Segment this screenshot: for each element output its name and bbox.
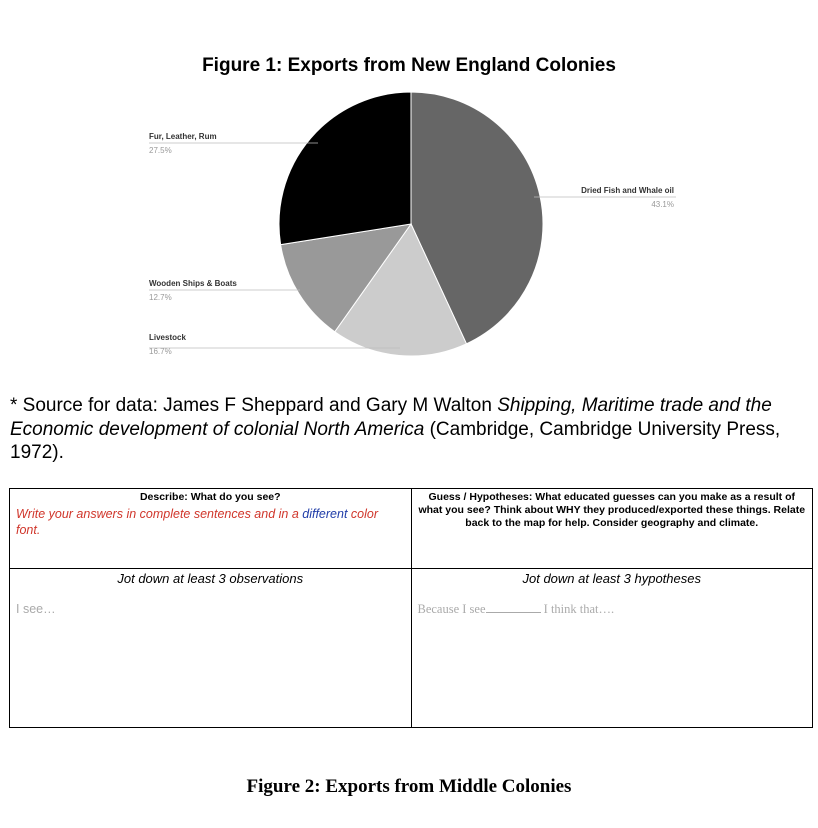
instruction-blue-word: different: [302, 507, 348, 521]
observations-cell[interactable]: [10, 569, 412, 728]
hypotheses-placeholder-end: I think that….: [540, 602, 615, 616]
source-book-title: Shipping, Maritime trade and the Economic development of colonial North America: [10, 395, 772, 440]
source-suffix: (Cambridge, Cambridge University Press, 1972).: [10, 418, 781, 463]
worksheet-table: [9, 488, 813, 728]
blank-line: [486, 602, 541, 613]
figure2-title: Figure 2: Exports from Middle Colonies: [246, 776, 572, 797]
observations-placeholder[interactable]: I see…: [16, 602, 56, 616]
guess-cell: [411, 489, 813, 569]
slice-label-1: Livestock: [149, 333, 186, 342]
slice-label-3: Fur, Leather, Rum: [149, 132, 217, 141]
pie-slice-3: [279, 92, 411, 245]
instruction-part2: color font.: [16, 507, 378, 537]
exports-pie-chart: [0, 0, 818, 380]
hypotheses-placeholder[interactable]: [412, 586, 813, 617]
source-prefix: * Source for data: James F Sheppard and Gary M Walton: [10, 395, 498, 416]
observations-label: Jot down at least 3 observations: [117, 571, 304, 586]
source-citation: [10, 394, 810, 465]
slice-pct-2: 12.7%: [149, 293, 172, 302]
guess-header: Guess / Hypotheses: What educated guesses can you make as a result of what you see? Think about WHY they produced/exported these things. Relate back to the map for help. Consider geography and climate.: [418, 491, 806, 529]
hypotheses-label: Jot down at least 3 hypotheses: [522, 571, 701, 586]
describe-cell: [10, 489, 412, 569]
figure1-title: Figure 1: Exports from New England Colonies: [202, 55, 616, 76]
slice-pct-0: 43.1%: [651, 200, 674, 209]
instruction-text: [10, 504, 411, 538]
slice-label-0: Dried Fish and Whale oil: [581, 186, 674, 195]
describe-header: Describe: What do you see?: [139, 491, 281, 503]
slice-pct-3: 27.5%: [149, 146, 172, 155]
slice-pct-1: 16.7%: [149, 347, 172, 356]
hypotheses-placeholder-start: Because I see: [417, 602, 486, 616]
hypotheses-cell[interactable]: [411, 569, 813, 728]
slice-label-2: Wooden Ships & Boats: [149, 279, 237, 288]
instruction-part1: Write your answers in complete sentences and in a: [16, 507, 303, 521]
